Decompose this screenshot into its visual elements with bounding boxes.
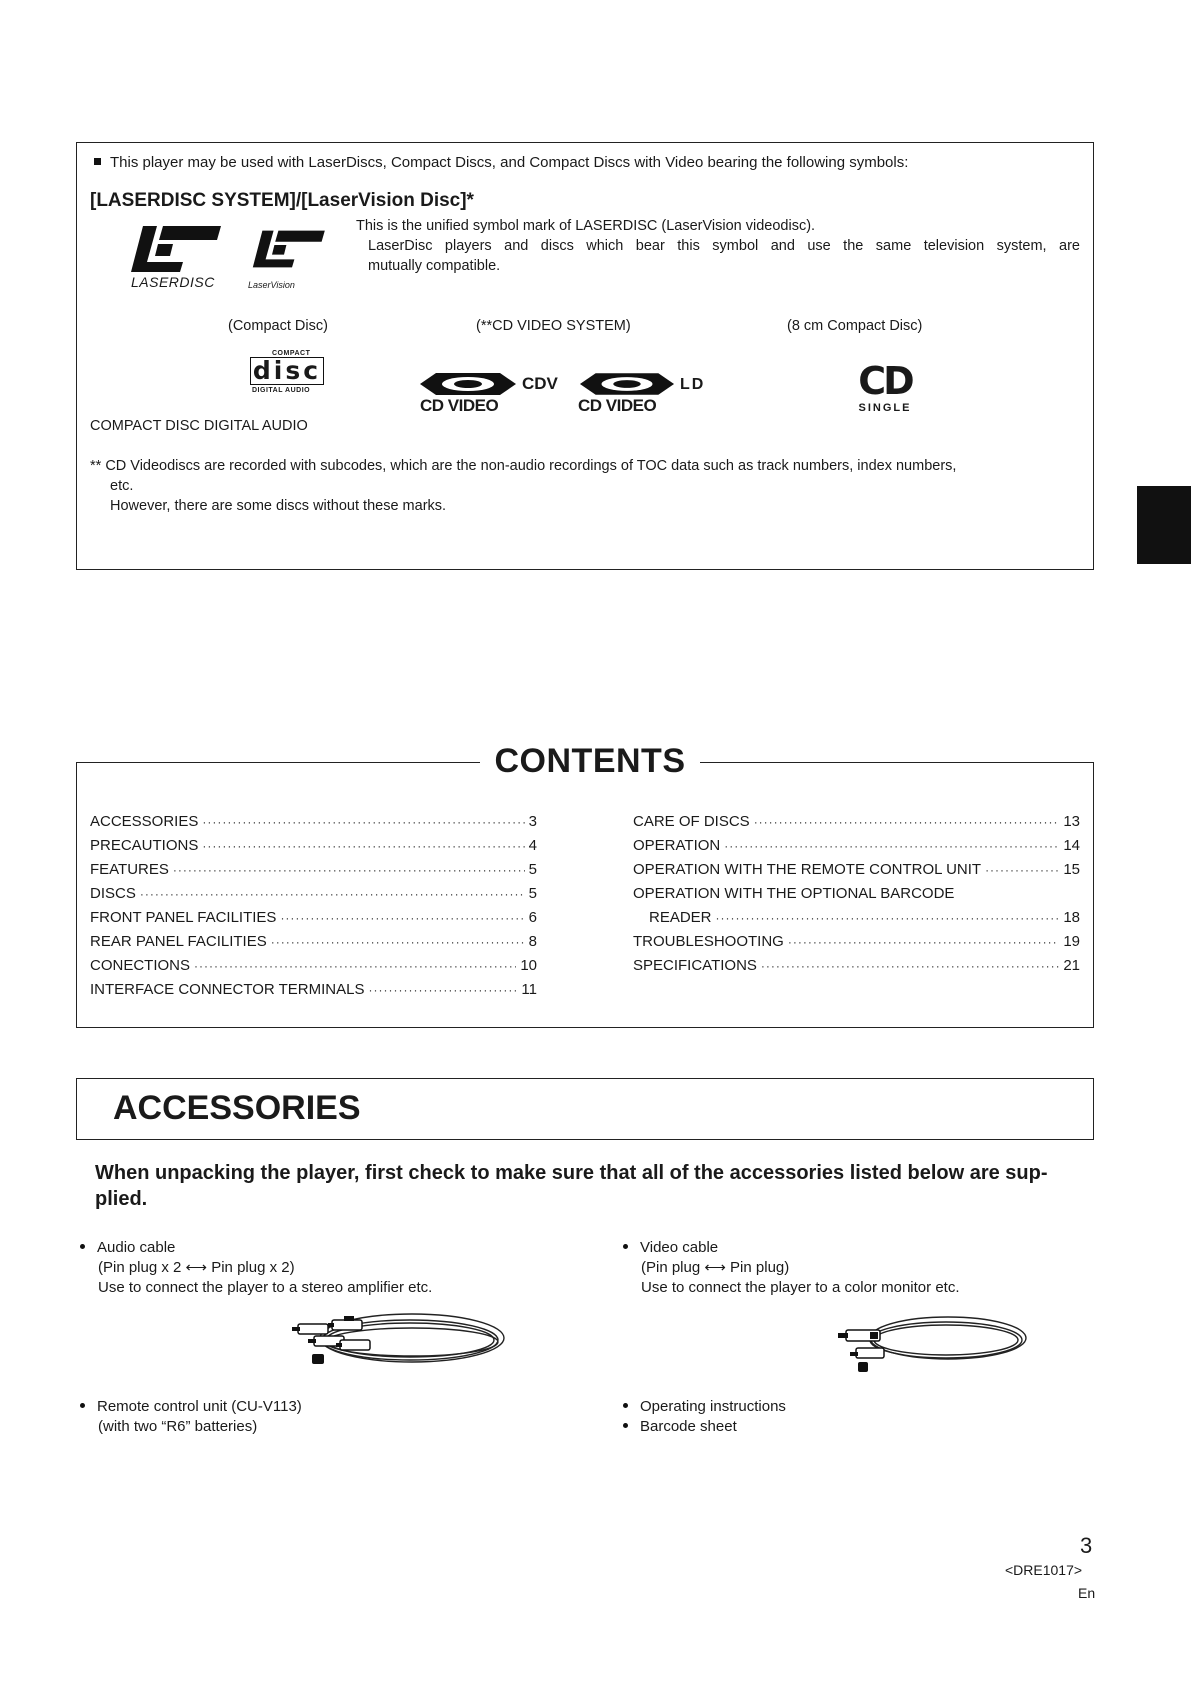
laserdisc-system-heading: [LASERDISC SYSTEM]/[LaserVision Disc]* (90, 190, 474, 211)
toc-entry[interactable]: ACCESSORIES ····· 3 (90, 810, 537, 834)
cdv-logo: CDV CD VIDEO (418, 370, 568, 420)
bullet-icon (80, 1244, 85, 1249)
toc-entry[interactable]: SPECIFICATIONS ····· 21 (633, 954, 1080, 978)
toc-entry[interactable]: INTERFACE CONNECTOR TERMINALS ····· 11 (90, 978, 537, 1002)
label-cd-video-system: (**CD VIDEO SYSTEM) (476, 318, 631, 334)
bullet-icon (80, 1403, 85, 1408)
toc-entry[interactable]: PRECAUTIONS ····· 4 (90, 834, 537, 858)
compact-disc-logo: COMPACT disc DIGITAL AUDIO (250, 350, 326, 400)
page-number: 3 (1080, 1533, 1093, 1558)
toc-entry[interactable]: CARE OF DISCS ····· 13 (633, 810, 1080, 834)
accessory-operating-instructions: Operating instructions (623, 1397, 1063, 1417)
toc-entry[interactable]: FEATURES ····· 5 (90, 858, 537, 882)
bullet-icon (623, 1403, 628, 1408)
compact-disc-digital-audio-label: COMPACT DISC DIGITAL AUDIO (90, 418, 308, 434)
toc-entry[interactable]: FRONT PANEL FACILITIES ····· 6 (90, 906, 537, 930)
accessory-audio-cable: Audio cable (Pin plug x 2 ⟷ Pin plug x 2) Use to connect the player to a stereo amplifier etc. (80, 1238, 520, 1298)
symbols-intro: This player may be used with LaserDiscs, Compact Discs, and Compact Discs with Video bearing the following symbols: (94, 153, 1084, 173)
accessory-remote-control: Remote control unit (CU-V113) (with two “R6” batteries) (80, 1397, 520, 1437)
toc-entry[interactable]: READER ····· 18 (633, 906, 1080, 930)
cd-video-note-line3: However, there are some discs without these marks. (110, 498, 447, 514)
laservision-mark-icon (248, 224, 328, 274)
toc-entry[interactable]: CONECTIONS ····· 10 (90, 954, 537, 978)
laserdisc-mark-icon (125, 224, 225, 274)
toc-entry[interactable]: OPERATION WITH THE REMOTE CONTROL UNIT ····· 15 (633, 858, 1080, 882)
toc-left-column (90, 810, 537, 1002)
cdv-disc-icon (418, 370, 518, 398)
laserdisc-logo: LASERDISC (125, 224, 225, 294)
toc-entry[interactable]: DISCS ····· 5 (90, 882, 537, 906)
accessory-video-cable: Video cable (Pin plug ⟷ Pin plug) Use to connect the player to a color monitor etc. (623, 1238, 1063, 1298)
accessories-title: ACCESSORIES (113, 1089, 361, 1127)
cd-single-logo: CD SINGLE (858, 359, 912, 414)
accessory-barcode-sheet: Barcode sheet (623, 1417, 1063, 1437)
label-8cm-compact-disc: (8 cm Compact Disc) (787, 318, 923, 334)
bullet-icon (623, 1244, 628, 1249)
cdv-ld-logo: LD CD VIDEO (578, 370, 728, 420)
document-code: <DRE1017> (1005, 1562, 1083, 1578)
audio-cable-icon (292, 1310, 508, 1372)
toc-entry[interactable]: OPERATION ····· 14 (633, 834, 1080, 858)
cd-video-note-line2: etc. (110, 478, 134, 494)
bullet-icon (623, 1423, 628, 1428)
language-code: En (1078, 1585, 1096, 1601)
ld-disc-icon (578, 370, 676, 398)
toc-entry[interactable]: REAR PANEL FACILITIES ····· 8 (90, 930, 537, 954)
audio-cable-illustration (292, 1310, 508, 1372)
section-tab-marker (1137, 486, 1191, 564)
accessory-documents (623, 1397, 1063, 1437)
laservision-logo: LaserVision (248, 224, 338, 294)
toc-entry[interactable]: TROUBLESHOOTING ····· 19 (633, 930, 1080, 954)
symbol-description-line2: LaserDisc players and discs which bear this symbol and use the same television system, are (368, 238, 1080, 254)
toc-entry[interactable]: OPERATION WITH THE OPTIONAL BARCODE (633, 885, 955, 902)
video-cable-icon (838, 1312, 1028, 1376)
video-cable-illustration (838, 1312, 1028, 1376)
contents-title: CONTENTS (480, 742, 700, 781)
symbol-description-line3: mutually compatible. (368, 258, 501, 274)
symbol-description-line1: This is the unified symbol mark of LASERDISC (LaserVision videodisc). (356, 218, 816, 234)
label-compact-disc: (Compact Disc) (228, 318, 328, 334)
square-bullet-icon (94, 158, 101, 165)
accessories-intro: When unpacking the player, first check to make sure that all of the accessories listed below are sup- plied. (95, 1162, 1048, 1210)
cd-video-note-line1: ** CD Videodiscs are recorded with subcodes, which are the non-audio recordings of TOC data such as track numbers, index numbers, (90, 458, 957, 474)
toc-right-column (633, 810, 1080, 978)
